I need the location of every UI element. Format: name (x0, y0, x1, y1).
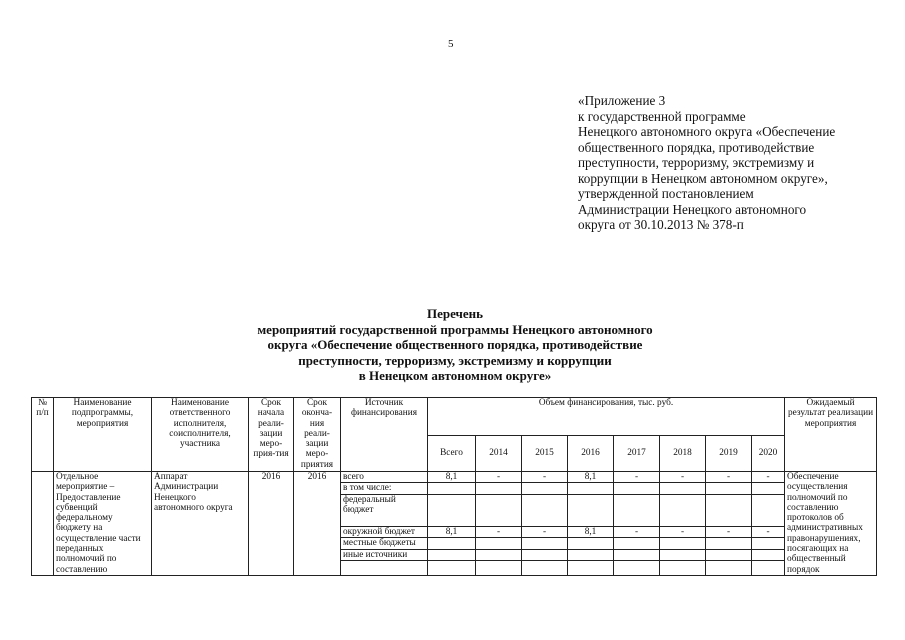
table-row (32, 472, 877, 483)
funding-cell: 8,1 (428, 527, 476, 538)
funding-cell (568, 494, 614, 526)
funding-cell: - (614, 472, 660, 483)
funding-cell (522, 549, 568, 560)
funding-cell: 8,1 (428, 472, 476, 483)
funding-cell (660, 483, 706, 494)
funding-cell (568, 538, 614, 549)
funding-cell: - (660, 527, 706, 538)
appendix-line: утвержденной постановлением (578, 186, 754, 201)
funding-cell (476, 549, 522, 560)
header-name: Наименование подпрограммы, мероприятия (54, 398, 152, 472)
header-start: Срок начала реали-зации меро-прия-тия (249, 398, 294, 472)
funding-cell (706, 549, 752, 560)
header-result: Ожидаемый результат реализации мероприятия (785, 398, 877, 472)
funding-cell: - (522, 472, 568, 483)
funding-cell (752, 494, 785, 526)
source-label: окружной бюджет (341, 527, 428, 538)
appendix-line: преступности, терроризму, экстремизму и (578, 155, 815, 170)
funding-cell (752, 538, 785, 549)
funding-cell (706, 483, 752, 494)
funding-cell (568, 549, 614, 560)
funding-cell (614, 483, 660, 494)
funding-cell (476, 538, 522, 549)
funding-cell: 8,1 (568, 472, 614, 483)
funding-cell: - (706, 472, 752, 483)
funding-cell (428, 483, 476, 494)
funding-cell: 8,1 (568, 527, 614, 538)
year-header: 2015 (522, 436, 568, 472)
title-line: округа «Обеспечение общественного порядка, противодействие (267, 337, 643, 352)
row-end: 2016 (294, 472, 341, 576)
year-header: 2016 (568, 436, 614, 472)
appendix-line: округа от 30.10.2013 № 378-п (578, 217, 744, 232)
funding-cell (660, 538, 706, 549)
row-name: Отдельное мероприятие – Предоставление субвенций федеральному бюджету на осуществление части переданных полномочий по составлению (54, 472, 152, 576)
year-header: Всего (428, 436, 476, 472)
funding-cell (706, 494, 752, 526)
measures-table (31, 397, 877, 576)
funding-cell (752, 483, 785, 494)
header-row (32, 398, 877, 436)
appendix-line: «Приложение 3 (578, 93, 666, 108)
year-header: 2019 (706, 436, 752, 472)
funding-cell (428, 538, 476, 549)
title-line: преступности, терроризму, экстремизму и коррупции (298, 352, 612, 368)
title-line: в Ненецком автономном округе» (358, 368, 552, 383)
funding-cell (614, 549, 660, 560)
funding-cell (522, 538, 568, 549)
funding-cell: - (476, 472, 522, 483)
appendix-line: общественного порядка, противодействие (578, 139, 815, 155)
header-funding: Объем финансирования, тыс. руб. (428, 398, 785, 436)
row-start: 2016 (249, 472, 294, 576)
funding-cell (706, 538, 752, 549)
header-num: № п/п (32, 398, 54, 472)
funding-cell (428, 549, 476, 560)
appendix-line: к государственной программе (578, 108, 746, 124)
funding-cell: - (752, 472, 785, 483)
header-source: Источник финансирования (341, 398, 428, 472)
funding-cell: - (706, 527, 752, 538)
funding-cell: - (660, 472, 706, 483)
source-label: иные источники (341, 549, 428, 560)
appendix-line: коррупции в Ненецком автономном округе», (578, 170, 828, 186)
funding-cell (614, 538, 660, 549)
year-header: 2018 (660, 436, 706, 472)
title-line: Перечень (426, 306, 484, 321)
row-executor: Аппарат Администрации Ненецкого автономного округа (152, 472, 249, 576)
source-label: федеральный бюджет (341, 494, 428, 526)
year-header: 2017 (614, 436, 660, 472)
funding-cell: - (614, 527, 660, 538)
funding-cell (752, 549, 785, 560)
appendix-line: Администрации Ненецкого автономного (578, 201, 807, 217)
funding-cell: - (476, 527, 522, 538)
year-header: 2020 (752, 436, 785, 472)
funding-cell (660, 494, 706, 526)
appendix-line: Ненецкого автономного округа «Обеспечение (578, 124, 836, 139)
funding-cell: - (522, 527, 568, 538)
funding-cell (476, 494, 522, 526)
funding-cell (522, 494, 568, 526)
document-title (150, 306, 760, 384)
row-num (32, 472, 54, 576)
header-executor: Наименование ответственного исполнителя, соисполнителя, участника (152, 398, 249, 472)
year-header: 2014 (476, 436, 522, 472)
appendix-header (578, 93, 878, 233)
funding-cell (522, 483, 568, 494)
source-label: местные бюджеты (341, 538, 428, 549)
header-end: Срок оконча-ния реали-зации меро-приятия (294, 398, 341, 472)
funding-cell (428, 494, 476, 526)
funding-cell (476, 483, 522, 494)
row-result: Обеспечение осуществления полномочий по составлению протоколов об административных правонарушениях, посягающих на общественный порядок (785, 472, 877, 576)
source-label: в том числе: (341, 483, 428, 494)
title-line: мероприятий государственной программы Ненецкого автономного (257, 321, 653, 337)
source-label: всего (341, 472, 428, 483)
funding-cell: - (752, 527, 785, 538)
page-number: 5 (448, 38, 454, 50)
funding-cell (614, 494, 660, 526)
funding-cell (660, 549, 706, 560)
funding-cell (568, 483, 614, 494)
